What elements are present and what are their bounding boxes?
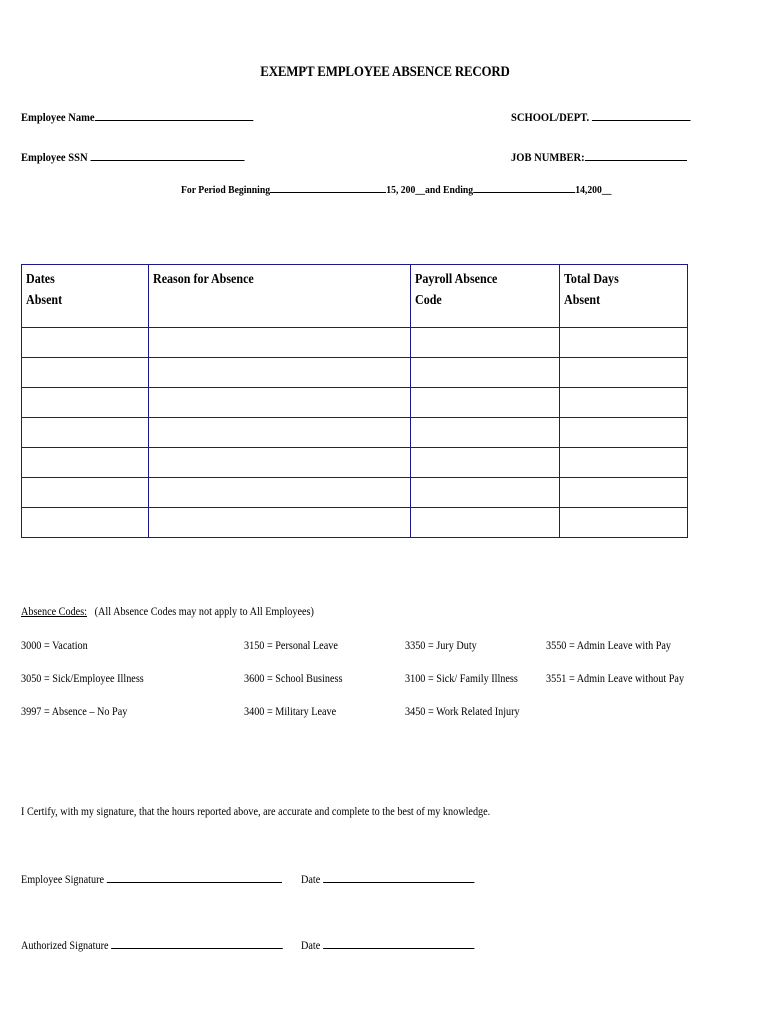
cell-dates[interactable] (22, 358, 149, 388)
cell-total-days[interactable] (560, 418, 688, 448)
cell-total-days[interactable] (560, 388, 688, 418)
absence-code: 3450 = Work Related Injury (405, 704, 520, 718)
absence-table (21, 264, 688, 538)
header-total-days-absent: Total Days Absent (560, 265, 688, 328)
cell-code[interactable] (411, 388, 560, 418)
table-row (22, 388, 688, 418)
cell-total-days[interactable] (560, 478, 688, 508)
employee-signature-label: Employee Signature (21, 872, 104, 886)
absence-codes-heading-row (21, 604, 314, 619)
table-row (22, 418, 688, 448)
job-number-field[interactable] (585, 148, 687, 161)
employee-ssn-label: Employee SSN (21, 150, 88, 164)
cell-total-days[interactable] (560, 328, 688, 358)
table-header-row (22, 265, 688, 328)
header-reason-for-absence: Reason for Absence (149, 265, 411, 328)
period-row (181, 180, 612, 196)
cell-reason[interactable] (149, 418, 411, 448)
cell-reason[interactable] (149, 358, 411, 388)
absence-code: 3600 = School Business (244, 671, 343, 685)
authorized-date-label: Date (301, 938, 321, 952)
cell-code[interactable] (411, 418, 560, 448)
cell-reason[interactable] (149, 448, 411, 478)
employee-name-field[interactable] (95, 108, 253, 121)
cell-dates[interactable] (22, 508, 149, 538)
school-dept-field[interactable] (592, 108, 691, 121)
table-row (22, 508, 688, 538)
absence-codes-note: (All Absence Codes may not apply to All Employees) (94, 604, 314, 618)
cell-code[interactable] (411, 448, 560, 478)
absence-code: 3000 = Vacation (21, 638, 88, 652)
job-number-row (511, 148, 687, 165)
cell-dates[interactable] (22, 478, 149, 508)
header-dates-absent: Dates Absent (22, 265, 149, 328)
table-row (22, 478, 688, 508)
absence-code: 3997 = Absence – No Pay (21, 704, 128, 718)
authorized-signature-label: Authorized Signature (21, 938, 109, 952)
cell-dates[interactable] (22, 328, 149, 358)
cell-dates[interactable] (22, 418, 149, 448)
employee-name-label: Employee Name (21, 110, 95, 124)
period-beginning-label: For Period Beginning (181, 184, 271, 196)
employee-date-label: Date (301, 872, 321, 886)
absence-code: 3100 = Sick/ Family Illness (405, 671, 518, 685)
authorized-signature-row (21, 936, 283, 953)
job-number-label: JOB NUMBER: (511, 150, 585, 164)
table-row (22, 328, 688, 358)
cell-reason[interactable] (149, 478, 411, 508)
cell-reason[interactable] (149, 388, 411, 418)
cell-dates[interactable] (22, 388, 149, 418)
absence-code: 3150 = Personal Leave (244, 638, 338, 652)
table-row (22, 448, 688, 478)
certification-statement: I Certify, with my signature, that the hours reported above, are accurate and complete to the best of my knowledge. (21, 804, 491, 818)
absence-codes-heading: Absence Codes: (21, 604, 88, 618)
cell-code[interactable] (411, 358, 560, 388)
authorized-signature-field[interactable] (111, 936, 283, 949)
absence-code: 3550 = Admin Leave with Pay (546, 638, 672, 652)
cell-code[interactable] (411, 508, 560, 538)
cell-dates[interactable] (22, 448, 149, 478)
employee-ssn-field[interactable] (90, 148, 244, 161)
absence-code: 3551 = Admin Leave without Pay (546, 671, 685, 685)
authorized-date-field[interactable] (323, 936, 474, 949)
school-dept-label: SCHOOL/DEPT. (511, 110, 590, 124)
form-title: EXEMPT EMPLOYEE ABSENCE RECORD (260, 64, 510, 80)
period-beginning-field[interactable] (270, 180, 386, 193)
period-end-text: 14,200__ (575, 184, 612, 196)
employee-signature-field[interactable] (107, 870, 282, 883)
cell-reason[interactable] (149, 508, 411, 538)
school-dept-row (511, 108, 690, 125)
cell-code[interactable] (411, 328, 560, 358)
employee-date-row (301, 870, 474, 887)
employee-ssn-row (21, 148, 244, 165)
table-row (22, 358, 688, 388)
absence-code: 3050 = Sick/Employee Illness (21, 671, 144, 685)
period-ending-field[interactable] (473, 180, 575, 193)
period-mid-text: 15, 200__and Ending (386, 184, 474, 196)
employee-name-row (21, 108, 253, 125)
cell-total-days[interactable] (560, 508, 688, 538)
cell-code[interactable] (411, 478, 560, 508)
cell-total-days[interactable] (560, 448, 688, 478)
absence-code: 3400 = Military Leave (244, 704, 337, 718)
absence-code: 3350 = Jury Duty (405, 638, 477, 652)
cell-total-days[interactable] (560, 358, 688, 388)
cell-reason[interactable] (149, 328, 411, 358)
employee-signature-row (21, 870, 282, 887)
employee-date-field[interactable] (323, 870, 474, 883)
header-payroll-absence-code: Payroll Absence Code (411, 265, 560, 328)
authorized-date-row (301, 936, 474, 953)
